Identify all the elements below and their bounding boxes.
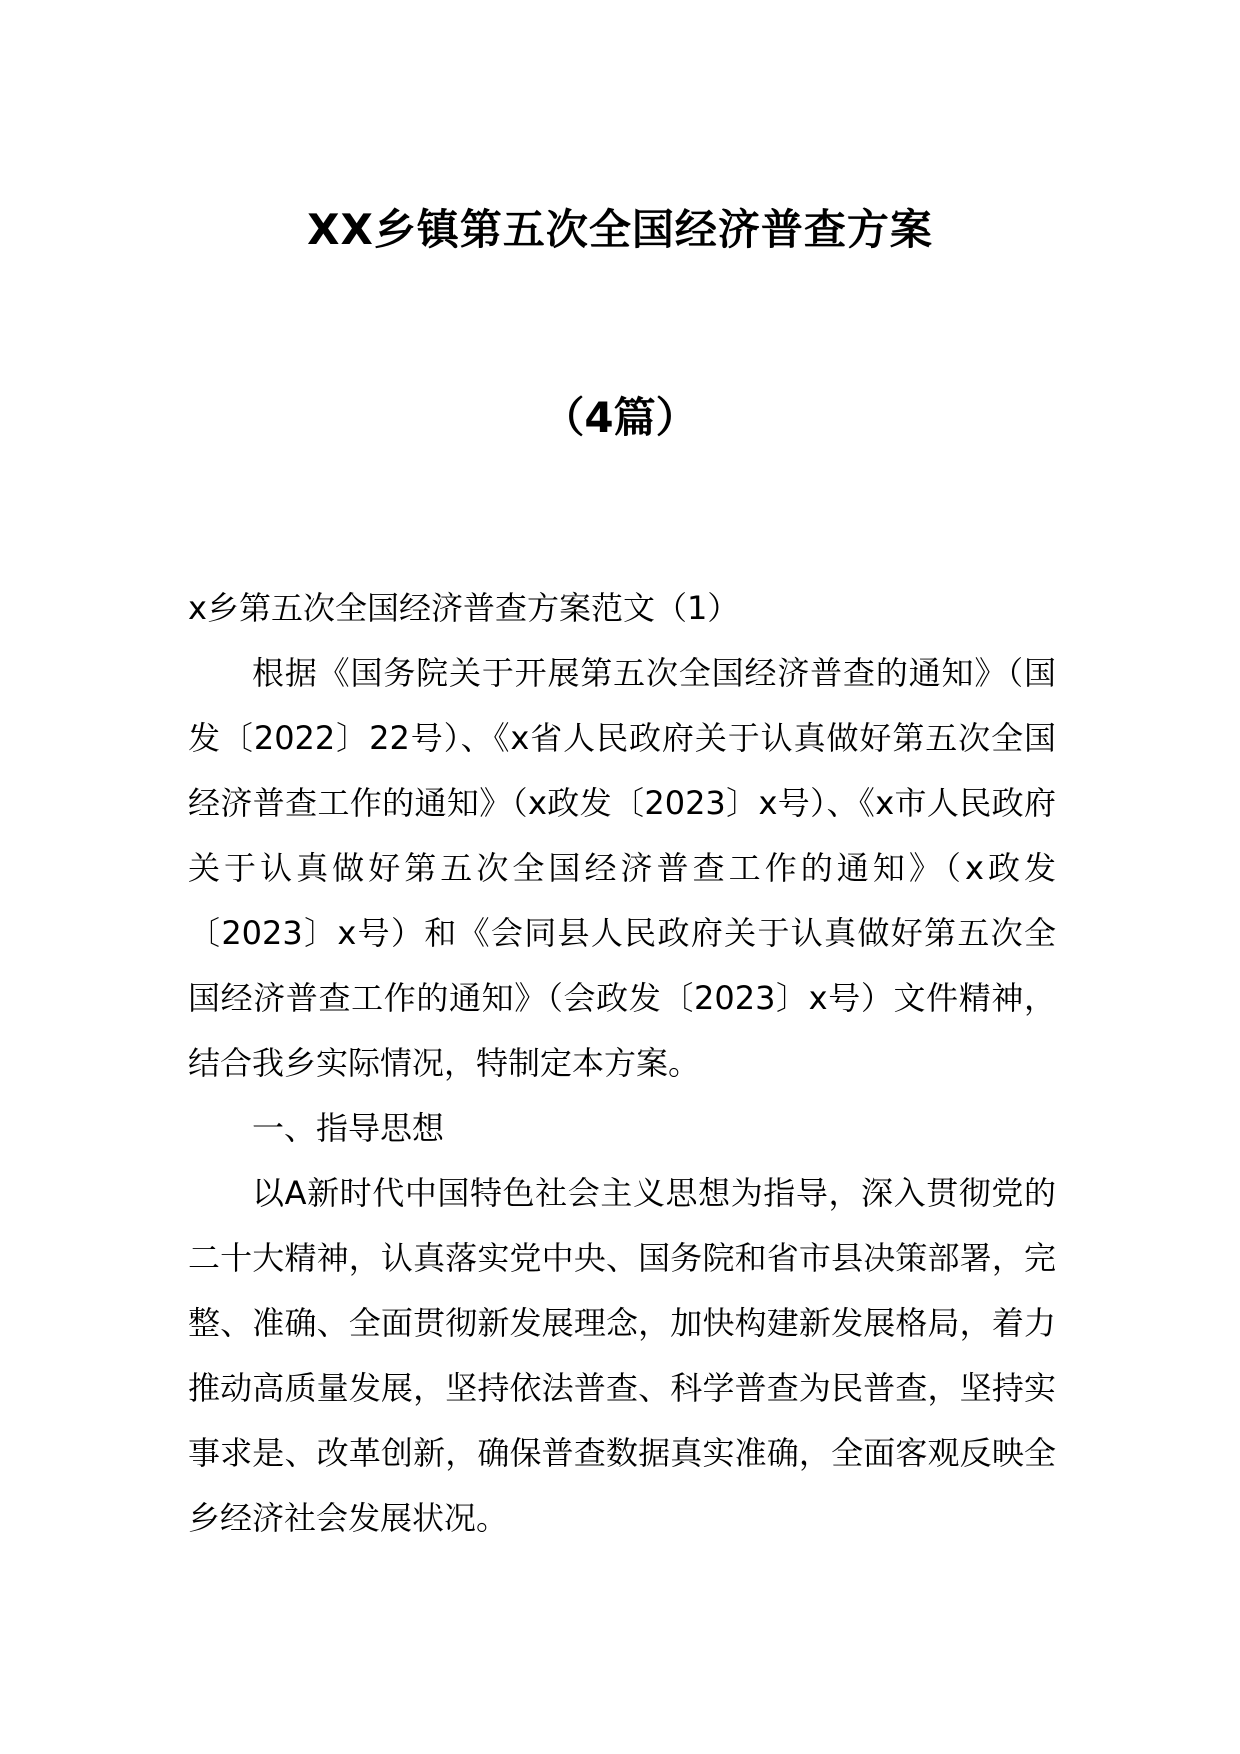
- section-title: x乡第五次全国经济普查方案范文（1）: [188, 589, 740, 627]
- heading-guiding-ideology: 一、指导思想: [252, 1109, 445, 1147]
- paragraph-guiding-ideology: 以A新时代中国特色社会主义思想为指导，深入贯彻党的二十大精神，认真落实党中央、国务院和省市县决策部署，完整、准确、全面贯彻新发展理念，加快构建新发展格局，着力推动高质量发展，坚持依法普查、科学普查为民普查，坚持实事求是、改革创新，确保普查数据真实准确，全面客观反映全乡经济社会发展状况。: [188, 1174, 1056, 1537]
- document-subtitle: （4篇）: [542, 393, 698, 442]
- paragraph-intro: 根据《国务院关于开展第五次全国经济普查的通知》（国发〔2022〕22号）、《x省人民政府关于认真做好第五次全国经济普查工作的通知》（x政发〔2023〕x号）、《x市人民政府关于认真做好第五次全国经济普查工作的通知》（x政发〔2023〕x号）和《会同县人民政府关于认真做好第五次全国经济普查工作的通知》（会政发〔2023〕x号）文件精神，结合我乡实际情况，特制定本方案。: [188, 654, 1056, 1082]
- document-title: XX乡镇第五次全国经济普查方案: [307, 205, 933, 254]
- document-body: [188, 576, 1056, 1551]
